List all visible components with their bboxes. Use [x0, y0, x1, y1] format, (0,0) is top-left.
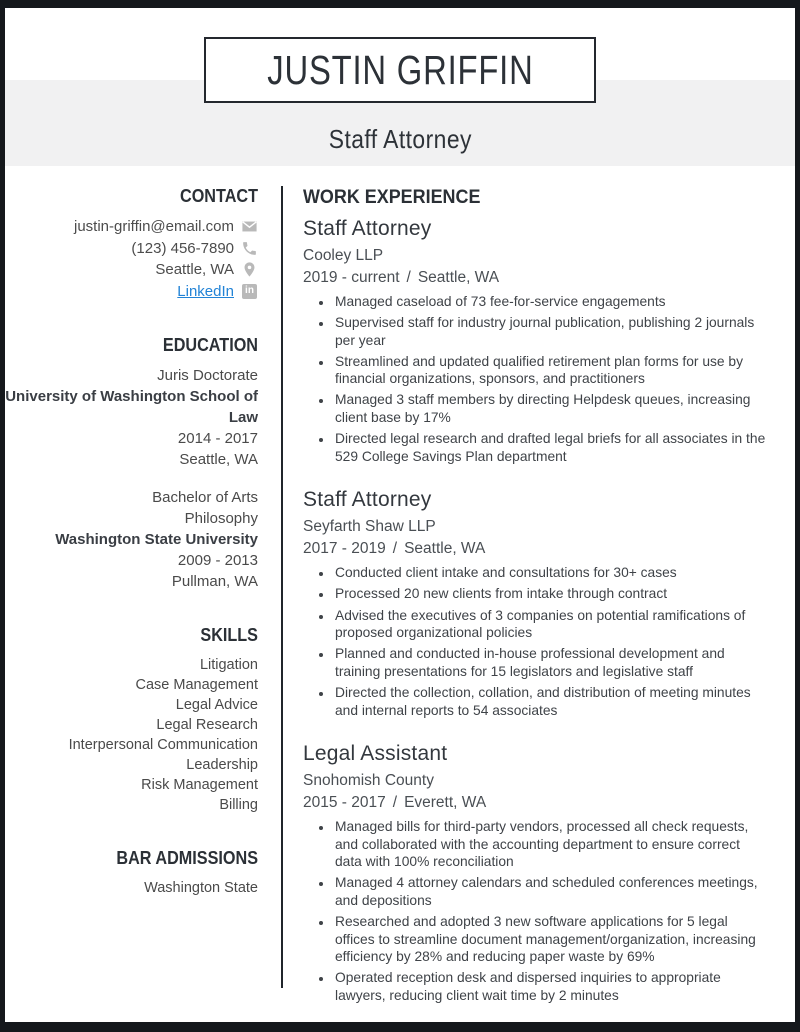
skills-list: [5, 655, 258, 815]
job-entry: [303, 217, 770, 465]
job-bullet: • Managed 4 attorney calendars and scheduled conferences meetings, and depositions: [333, 874, 770, 909]
job-bullet: • Managed bills for third-party vendors, processed all check requests, and collaborated with the accounting department to ensure correct data with 100% reconciliation: [333, 818, 770, 871]
job-bullet-list: [303, 564, 770, 719]
linkedin-icon: in: [242, 284, 257, 299]
candidate-name: JUSTIN GRIFFIN: [266, 46, 534, 93]
job-dates-location: [303, 267, 770, 289]
contact-section: [5, 186, 258, 302]
education-entry: [5, 487, 258, 592]
linkedin-link[interactable]: LinkedIn: [177, 282, 234, 300]
job-bullet-list: [303, 293, 770, 465]
work-experience-column: [303, 186, 795, 1028]
education-school: University of Washington School of Law: [5, 388, 258, 426]
name-box: [204, 37, 596, 103]
job-bullet: • Processed 20 new clients from intake through contract: [333, 585, 770, 603]
skill-item: Billing: [219, 797, 258, 813]
bar-admission-item: Washington State: [144, 880, 258, 896]
contact-item: [5, 281, 258, 303]
job-entry: [303, 488, 770, 719]
column-divider: [281, 186, 283, 988]
skills-section: [5, 625, 258, 815]
job-company: Snohomish County: [303, 772, 434, 790]
job-bullet: • Operated reception desk and dispersed inquiries to appropriate lawyers, reducing client wait time by 2 minutes: [333, 969, 770, 1004]
contact-item: [5, 259, 258, 281]
education-entry: [5, 365, 258, 470]
job-bullet: • Conducted client intake and consultations for 30+ cases: [333, 564, 770, 582]
skill-item: Legal Research: [156, 717, 258, 733]
education-location: Seattle, WA: [179, 451, 258, 468]
job-title-banner: [5, 112, 795, 166]
dates-location-separator: /: [392, 540, 398, 558]
skills-heading: SKILLS: [200, 625, 258, 645]
candidate-title: Staff Attorney: [328, 123, 472, 154]
job-bullet: • Supervised staff for industry journal publication, publishing 2 journals per year: [333, 314, 770, 349]
linkedin-icon: [241, 283, 258, 300]
resume-header: [5, 8, 795, 168]
job-bullet: • Directed legal research and drafted legal briefs for all associates in the 529 College Savings Plan department: [333, 430, 770, 465]
dates-location-separator: /: [392, 794, 398, 812]
jobs-list: [303, 217, 770, 1005]
education-list: [5, 365, 258, 592]
job-title: Staff Attorney: [303, 217, 432, 240]
education-dates: 2009 - 2013: [177, 552, 258, 569]
skill-item: Legal Advice: [175, 697, 258, 713]
email-icon: [241, 218, 258, 235]
job-location: Everett, WA: [404, 794, 487, 812]
job-title: Staff Attorney: [303, 488, 432, 512]
job-dates: 2019 - current: [303, 269, 400, 286]
education-heading: EDUCATION: [162, 335, 258, 355]
job-bullet: • Streamlined and updated qualified retirement plan forms for use by financial organizations, sponsors, and practitioners: [333, 353, 770, 388]
job-company: Seyfarth Shaw LLP: [303, 518, 436, 536]
job-dates: 2015 - 2017: [303, 794, 386, 812]
education-degree: Juris Doctorate: [157, 367, 258, 384]
sidebar: [5, 186, 258, 1028]
skill-item: Risk Management: [141, 777, 258, 793]
education-dates: 2014 - 2017: [177, 430, 258, 447]
contact-list: [5, 216, 258, 302]
job-bullet: • Directed the collection, collation, and distribution of meeting minutes and internal reports to 54 associates: [333, 684, 770, 719]
dates-location-separator: /: [406, 269, 411, 286]
location-pin-icon: [241, 261, 258, 278]
bar-admissions-section: [5, 848, 258, 898]
job-location: Seattle, WA: [404, 540, 486, 558]
work-experience-heading: WORK EXPERIENCE: [303, 186, 481, 208]
job-dates-location: [303, 792, 770, 814]
job-company: Cooley LLP: [303, 247, 384, 264]
education-degree: Bachelor of Arts: [152, 489, 258, 506]
contact-item: [5, 238, 258, 260]
job-location: Seattle, WA: [417, 269, 500, 286]
contact-value: Seattle, WA: [155, 261, 234, 278]
skill-item: Leadership: [186, 757, 258, 773]
job-title: Legal Assistant: [303, 742, 448, 766]
contact-value: justin-griffin@email.com: [74, 218, 234, 235]
skill-item: Interpersonal Communication: [68, 737, 258, 753]
skill-item: Case Management: [135, 677, 258, 693]
contact-item: [5, 216, 258, 238]
education-location: Pullman, WA: [171, 573, 258, 590]
skill-item: Litigation: [199, 657, 258, 673]
resume-body: [5, 168, 795, 1028]
bar-admissions-list: [5, 878, 258, 898]
education-major: Philosophy: [184, 510, 258, 527]
job-bullet: • Researched and adopted 3 new software applications for 5 legal offices to streamline document management/organization, increasing efficiency by 28% and reducing paper waste by 69%: [333, 913, 770, 966]
contact-heading: CONTACT: [180, 186, 258, 206]
job-dates-location: [303, 538, 770, 560]
job-bullet-list: [303, 818, 770, 1004]
contact-value: (123) 456-7890: [131, 239, 234, 257]
job-bullet: • Managed 3 staff members by directing Helpdesk queues, increasing client base by 17%: [333, 391, 770, 426]
phone-icon: [241, 240, 258, 257]
job-bullet: • Managed caseload of 73 fee-for-service engagements: [333, 293, 770, 311]
job-bullet: • Advised the executives of 3 companies on potential ramifications of proposed organizational policies: [333, 607, 770, 642]
job-bullet: • Planned and conducted in-house professional development and training presentations for 15 legislators and legislative staff: [333, 645, 770, 680]
job-entry: [303, 742, 770, 1004]
job-dates: 2017 - 2019: [303, 540, 386, 558]
education-section: [5, 335, 258, 592]
bar-admissions-heading: BAR ADMISSIONS: [116, 848, 258, 868]
education-school: Washington State University: [55, 531, 258, 548]
